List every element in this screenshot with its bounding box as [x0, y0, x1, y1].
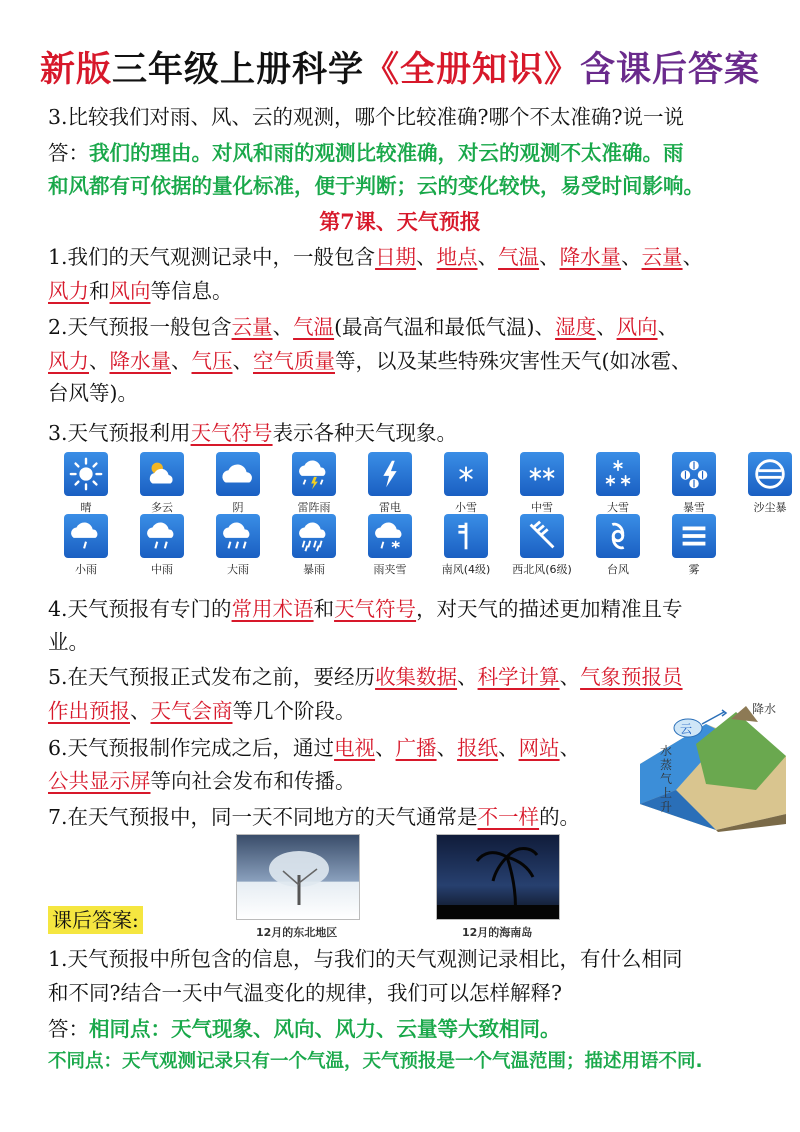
- weather-item: [504, 514, 580, 577]
- blizzard-icon: [672, 452, 716, 496]
- light-rain-icon: [64, 514, 108, 558]
- moderate-snow-icon: [520, 452, 564, 496]
- text: 和: [313, 597, 335, 621]
- text: 、: [89, 349, 110, 373]
- keyword: 风力: [48, 349, 89, 373]
- text: 、: [272, 315, 294, 339]
- title-part-new: 新版: [39, 49, 112, 90]
- text: 、: [682, 245, 704, 269]
- text: 7.在天气预报中，同一天不同地方的天气通常是: [48, 805, 478, 829]
- answer-label: 答：: [48, 141, 89, 165]
- text: 等，以及某些特殊灾害性天气(如冰雹、: [335, 349, 692, 373]
- keyword: 不一样: [477, 805, 540, 829]
- keyword: 电视: [334, 736, 376, 760]
- weather-item: [656, 452, 732, 515]
- photo-northeast: [236, 834, 360, 920]
- q3-question: 3.比较我们对雨、风、云的观测，哪个比较准确?哪个不太准确?说一说: [48, 105, 685, 129]
- keyword: 天气符号: [190, 421, 273, 445]
- weather-item: [732, 452, 800, 515]
- diagram-label-cloud: 云: [680, 722, 693, 736]
- p3-line: [48, 418, 457, 448]
- weather-label: 多云: [151, 501, 173, 514]
- rainstorm-icon: [292, 514, 336, 558]
- sun-icon: [64, 452, 108, 496]
- weather-item: [124, 452, 200, 515]
- keyword: 气象预报员: [580, 665, 683, 689]
- p1-line1: [48, 242, 703, 272]
- p2-line3: 台风等)。: [48, 381, 138, 405]
- keyword: 地点: [436, 245, 478, 269]
- after-answer-same: [48, 1014, 561, 1044]
- partly-cloudy-icon: [140, 452, 184, 496]
- p7-line: [48, 802, 580, 832]
- heavy-snow-icon: [596, 452, 640, 496]
- text: 和: [89, 279, 110, 303]
- answer-text: 我们的理由。对风和雨的观测比较准确，对云的观测不太准确。雨: [89, 141, 684, 165]
- keyword: 天气会商: [150, 699, 233, 723]
- overcast-icon: [216, 452, 260, 496]
- weather-label: 中雨: [151, 563, 173, 576]
- p4-line2: 业。: [48, 630, 89, 654]
- keyword: 气压: [191, 349, 233, 373]
- water-cycle-diagram: [636, 694, 792, 832]
- page-title: [0, 42, 800, 92]
- weather-item: [48, 514, 124, 577]
- text: 、: [559, 736, 581, 760]
- weather-item: [124, 514, 200, 577]
- weather-icons-row2: [48, 514, 732, 577]
- northwest-wind-icon: [520, 514, 564, 558]
- weather-label: 南风(4级): [441, 563, 491, 576]
- fog-icon: [672, 514, 716, 558]
- text: 、: [559, 665, 581, 689]
- weather-label: 雷阵雨: [297, 501, 331, 514]
- keyword: 云量: [231, 315, 273, 339]
- text: 、: [657, 315, 679, 339]
- weather-item: [656, 514, 732, 577]
- p5-line2: [48, 696, 356, 726]
- text: 等向社会发布和传播。: [150, 769, 356, 793]
- weather-label: 暴雨: [303, 563, 325, 576]
- keyword: 空气质量: [253, 349, 335, 373]
- keyword: 风向: [109, 279, 151, 303]
- keyword: 气温: [293, 315, 335, 339]
- title-part-answers: 含课后答案: [580, 49, 761, 90]
- after-q1-line2: 和不同?结合一天中气温变化的规律，我们可以怎样解释?: [48, 981, 562, 1005]
- moderate-rain-icon: [140, 514, 184, 558]
- photo-hainan: [436, 834, 560, 920]
- weather-label: 阴: [232, 501, 244, 514]
- text: 、: [375, 736, 396, 760]
- sleet-icon: [368, 514, 412, 558]
- answer-label: 答：: [48, 1017, 89, 1041]
- keyword: 网站: [518, 736, 560, 760]
- text: 、: [477, 245, 499, 269]
- text: 表示各种天气现象。: [272, 421, 458, 445]
- weather-item: [276, 452, 352, 515]
- weather-label: 雷电: [379, 501, 401, 514]
- typhoon-icon: [596, 514, 640, 558]
- keyword: 科学计算: [477, 665, 560, 689]
- keyword: 公共显示屏: [48, 769, 151, 793]
- text: 、: [596, 315, 617, 339]
- p2-line2: [48, 346, 692, 376]
- answer-same-text: 相同点：天气现象、风向、风力、云量等大致相同。: [89, 1017, 561, 1041]
- p6-line1: [48, 733, 580, 763]
- keyword: 收集数据: [375, 665, 458, 689]
- text: 等几个阶段。: [232, 699, 356, 723]
- text: 等信息。: [150, 279, 233, 303]
- sandstorm-icon: [748, 452, 792, 496]
- text: 的。: [539, 805, 581, 829]
- title-part-full: 《全册知识》: [364, 49, 581, 90]
- keyword: 云量: [641, 245, 683, 269]
- keyword: 报纸: [457, 736, 499, 760]
- text: 4.天气预报有专门的: [48, 597, 232, 621]
- weather-item: [504, 452, 580, 515]
- keyword: 降水量: [109, 349, 171, 373]
- text: 、: [498, 736, 519, 760]
- text: ，对天气的描述更加精准且专: [416, 597, 683, 621]
- weather-label: 沙尘暴: [753, 501, 787, 514]
- text: 、: [539, 245, 560, 269]
- weather-label: 大雪: [607, 501, 629, 514]
- weather-item: [580, 452, 656, 515]
- keyword: 广播: [395, 736, 437, 760]
- weather-label: 台风: [607, 563, 629, 576]
- keyword: 风力: [48, 279, 89, 303]
- keyword: 日期: [375, 245, 417, 269]
- weather-item: [580, 514, 656, 577]
- q3-answer-line2: 和风都有可依据的量化标准，便于判断；云的变化较快，易受时间影响。: [48, 174, 704, 198]
- thunder-shower-icon: [292, 452, 336, 496]
- text: 、: [436, 736, 458, 760]
- weather-label: 小雨: [75, 563, 97, 576]
- south-wind-icon: [444, 514, 488, 558]
- weather-label: 暴雪: [683, 501, 705, 514]
- p2-line1: [48, 312, 678, 342]
- text: 6.天气预报制作完成之后，通过: [48, 736, 335, 760]
- weather-icons-row1: [48, 452, 800, 515]
- text: 5.在天气预报正式发布之前，要经历: [48, 665, 376, 689]
- weather-label: 雨夹雪: [373, 563, 407, 576]
- weather-item: [200, 514, 276, 577]
- keyword: 天气符号: [334, 597, 417, 621]
- weather-item: [352, 514, 428, 577]
- p6-line2: [48, 766, 356, 796]
- text: 、: [232, 349, 253, 373]
- weather-label: 中雪: [531, 501, 553, 514]
- keyword: 常用术语: [231, 597, 314, 621]
- weather-item: [352, 452, 428, 515]
- text: 、: [171, 349, 192, 373]
- frosted-tree-image: [237, 835, 359, 919]
- weather-item: [428, 452, 504, 515]
- weather-label: 西北风(6级): [512, 563, 572, 576]
- light-snow-icon: [444, 452, 488, 496]
- after-q1-line1: 1.天气预报中所包含的信息，与我们的天气观测记录相比，有什么相同: [48, 947, 683, 971]
- after-class-heading: 课后答案:: [48, 906, 143, 934]
- p4-line1: [48, 594, 683, 624]
- text: 、: [457, 665, 478, 689]
- text: 、: [416, 245, 437, 269]
- weather-label: 雾: [688, 563, 700, 576]
- diagram-label-rain: 降水: [752, 702, 777, 716]
- diagram-label-evaporation: 水蒸气上升: [660, 744, 673, 814]
- after-answer-diff: 不同点：天气观测记录只有一个气温，天气预报是一个气温范围；描述用语不同.: [48, 1051, 703, 1072]
- text: 、: [621, 245, 642, 269]
- weather-item: [428, 514, 504, 577]
- p5-line1: [48, 662, 683, 692]
- heavy-rain-icon: [216, 514, 260, 558]
- weather-item: [48, 452, 124, 515]
- palm-tree-image: [437, 835, 559, 919]
- p1-line2: [48, 276, 233, 306]
- title-part-grade: 三年级上册科学: [111, 49, 364, 90]
- photo-caption-northeast: 12月的东北地区: [256, 926, 338, 939]
- keyword: 湿度: [555, 315, 597, 339]
- weather-label: 小雪: [455, 501, 477, 514]
- text: 1.我们的天气观测记录中，一般包含: [48, 245, 376, 269]
- weather-item: [276, 514, 352, 577]
- q3-answer-line1: [48, 138, 684, 168]
- keyword: 降水量: [559, 245, 622, 269]
- weather-item: [200, 452, 276, 515]
- photo-caption-hainan: 12月的海南岛: [462, 926, 533, 939]
- text: (最高气温和最低气温)、: [334, 315, 556, 339]
- lightning-icon: [368, 452, 412, 496]
- weather-label: 大雨: [227, 563, 249, 576]
- text: 2.天气预报一般包含: [48, 315, 232, 339]
- text: 3.天气预报利用: [48, 421, 191, 445]
- keyword: 风向: [616, 315, 658, 339]
- keyword: 气温: [498, 245, 540, 269]
- keyword: 作出预报: [48, 699, 130, 723]
- lesson-title: 第7课、天气预报: [319, 209, 481, 234]
- text: 、: [130, 699, 151, 723]
- weather-label: 晴: [80, 501, 92, 514]
